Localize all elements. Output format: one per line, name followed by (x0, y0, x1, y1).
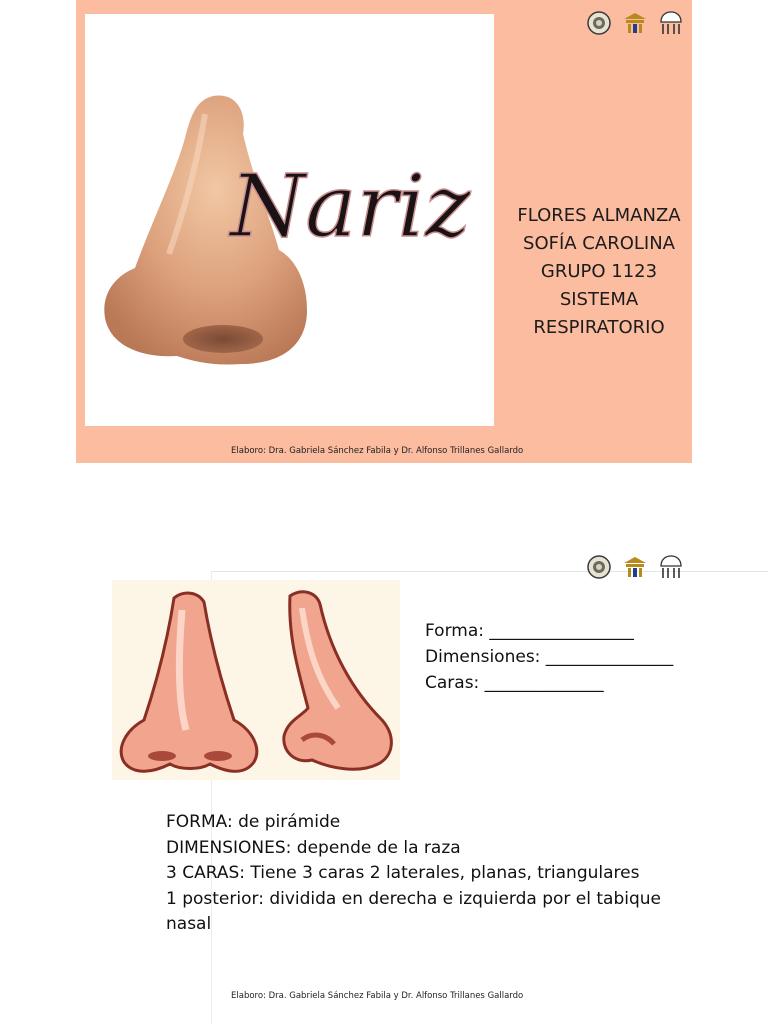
school-emblem-icon (658, 10, 684, 36)
group-label: GRUPO 1123 (540, 261, 658, 282)
topic-line-2: RESPIRATORIO (533, 317, 665, 338)
fes-iztacala-icon (622, 10, 648, 36)
answer-forma: FORMA: de pirámide (166, 812, 341, 832)
answer-caras: 3 CARAS: Tiene 3 caras 2 laterales, planas, triangulares (166, 863, 640, 883)
nose-illustration (85, 14, 494, 426)
author-line-2: SOFÍA CAROLINA (523, 233, 675, 254)
question-caras: Caras: ______________ (425, 673, 604, 693)
questions-block (425, 618, 673, 696)
logos-row-second (586, 554, 684, 580)
question-forma: Forma: _________________ (425, 621, 634, 641)
slide-title-block (506, 202, 692, 342)
logos-row-top (586, 10, 684, 36)
nose-image-panel (85, 14, 494, 426)
title-slide (76, 0, 692, 463)
school-emblem-icon (658, 554, 684, 580)
author-line-1: FLORES ALMANZA (517, 205, 681, 226)
answer-posterior: 1 posterior: dividida en derecha e izquierda por el tabique nasal (166, 888, 662, 934)
fes-iztacala-icon (622, 554, 648, 580)
nose-views-panel (112, 580, 400, 780)
question-dimensiones: Dimensiones: _______________ (425, 647, 674, 667)
unam-seal-icon (586, 554, 612, 580)
nose-views-illustration (112, 580, 400, 780)
page-edge-top (211, 571, 768, 572)
unam-seal-icon (586, 10, 612, 36)
slide2-footer: Elaboro: Dra. Gabriela Sánchez Fabila y Dr. Alfonso Trillanes Gallardo (231, 991, 524, 1001)
answer-dimensiones: DIMENSIONES: depende de la raza (166, 837, 461, 858)
topic-line-1: SISTEMA (559, 289, 639, 310)
nariz-title: Nariz (230, 157, 471, 257)
answers-block (166, 810, 706, 938)
slide1-footer: Elaboro: Dra. Gabriela Sánchez Fabila y Dr. Alfonso Trillanes Gallardo (231, 446, 524, 456)
